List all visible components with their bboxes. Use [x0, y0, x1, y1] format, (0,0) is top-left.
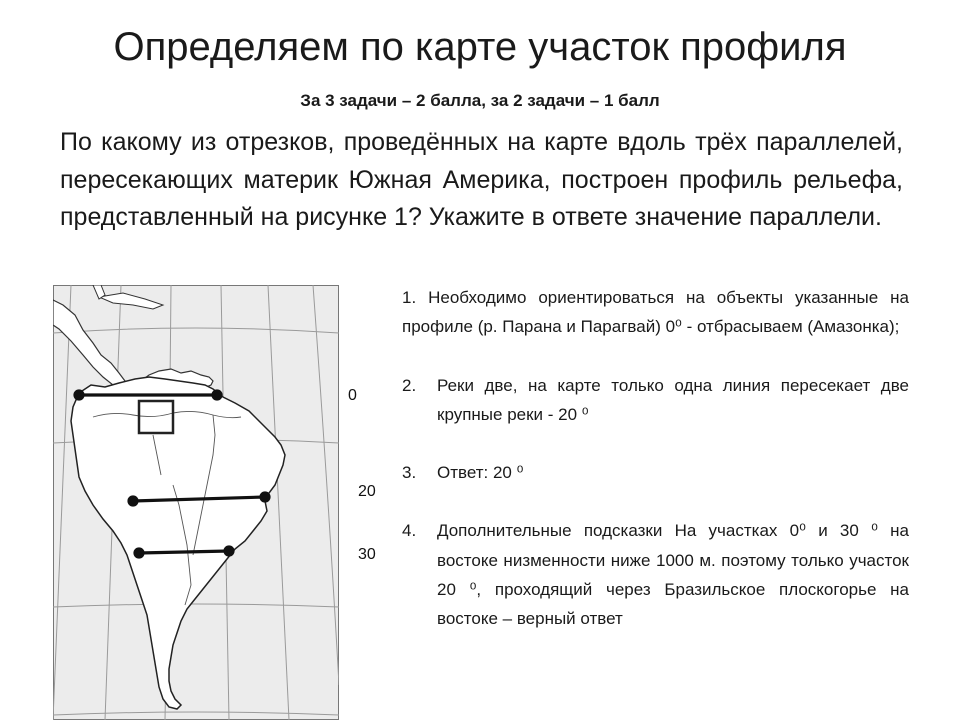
- step-4-text: Дополнительные подсказки На участках 0⁰ и 30 ⁰ на востоке низменности ниже 1000 м. поэтому только участок 20 ⁰, проходящий через Бразильское плоскогорье на востоке – верный ответ: [437, 521, 909, 629]
- step-1-number: 1.: [402, 288, 417, 307]
- latitude-label-20: 20: [358, 483, 376, 500]
- south-america-map: [53, 285, 339, 720]
- solution-steps: [402, 283, 909, 634]
- segment-30-start: [135, 549, 143, 557]
- step-2-number: 2.: [402, 375, 417, 395]
- segment-20-start: [129, 497, 137, 505]
- step-2-text: Реки две, на карте только одна линия пересекает две крупные реки - 20 ⁰: [437, 375, 909, 424]
- step-3-text: Ответ: 20 ⁰: [437, 463, 524, 483]
- scoring-subtitle: За 3 задачи – 2 балла, за 2 задачи – 1 балл: [300, 91, 660, 110]
- question-text: По какому из отрезков, проведённых на карте вдоль трёх параллелей, пересекающих материк Южная Америка, построен профиль рельефа, представленный на рисунке 1? Укажите в ответе значение параллели.: [60, 128, 903, 231]
- slide-title: Определяем по карте участок профиля: [113, 25, 847, 69]
- step-2: [402, 371, 909, 430]
- step-1: [402, 283, 909, 342]
- latitude-label-30: 30: [358, 546, 376, 563]
- step-3-number: 3.: [402, 463, 417, 483]
- step-3: [402, 458, 909, 487]
- step-4: [402, 516, 909, 633]
- segment-0-start: [75, 391, 83, 399]
- step-1-text: Необходимо ориентироваться на объекты указанные на профиле (р. Парана и Парагвай) 0⁰ - отбрасываем (Амазонка);: [402, 288, 909, 337]
- segment-30: [139, 551, 229, 553]
- step-4-number: 4.: [402, 521, 417, 541]
- latitude-label-0: 0: [348, 387, 357, 404]
- segment-0-end: [213, 391, 221, 399]
- segment-20-end: [261, 493, 269, 501]
- segment-30-end: [225, 547, 233, 555]
